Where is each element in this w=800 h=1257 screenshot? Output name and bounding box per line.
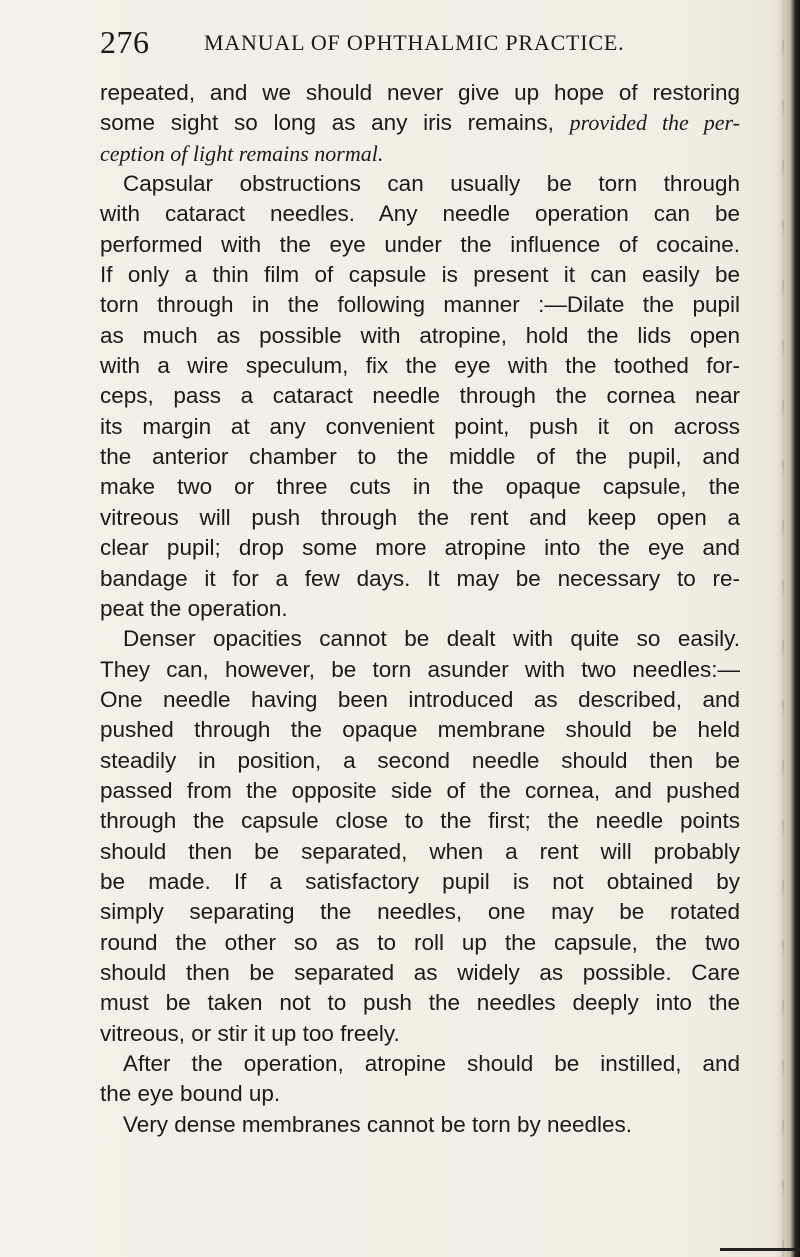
text-line-roman: should then be separated as widely as possible. Care xyxy=(100,959,740,985)
text-line-roman: steadily in position, a second needle should then be xyxy=(100,747,740,773)
text-line xyxy=(100,715,740,745)
text-line-roman: vitreous will push through the rent and keep open a xyxy=(100,504,740,530)
text-line xyxy=(100,1079,740,1109)
text-line xyxy=(100,139,740,169)
text-line-roman: its margin at any convenient point, push it on across xyxy=(100,413,740,439)
text-line-roman: the anterior chamber to the middle of the pupil, and xyxy=(100,444,740,470)
text-line xyxy=(100,655,740,685)
text-line-roman: They can, however, be torn asunder with two needles:— xyxy=(100,656,740,682)
text-line-italic: provided the per- xyxy=(569,110,740,136)
text-line-roman: performed with the eye under the influence of cocaine. xyxy=(100,231,740,257)
text-line-roman: simply separating the needles, one may be rotated xyxy=(100,899,740,925)
text-line-roman: bandage it for a few days. It may be necessary to re- xyxy=(100,565,740,591)
text-line xyxy=(100,776,740,806)
text-line xyxy=(100,685,740,715)
text-line-roman: be made. If a satisfactory pupil is not obtained by xyxy=(100,868,740,894)
text-line-roman: should then be separated, when a rent will probably xyxy=(100,838,740,864)
text-line-roman: pushed through the opaque membrane should be held xyxy=(100,717,740,743)
text-line-roman: round the other so as to roll up the capsule, the two xyxy=(100,929,740,955)
text-line xyxy=(100,746,740,776)
text-line xyxy=(100,837,740,867)
text-line-roman: must be taken not to push the needles deeply into the xyxy=(100,990,740,1016)
text-line xyxy=(100,897,740,927)
text-line xyxy=(100,260,740,290)
text-line xyxy=(100,958,740,988)
text-line xyxy=(100,624,740,654)
text-line xyxy=(100,594,740,624)
text-line-roman: vitreous, or stir it up too freely. xyxy=(100,1020,400,1046)
text-line-roman: with a wire speculum, fix the eye with the toothed for- xyxy=(100,353,740,379)
text-line-roman: repeated, and we should never give up hope of restoring xyxy=(100,80,740,105)
text-line xyxy=(100,230,740,260)
text-line xyxy=(100,412,740,442)
text-line xyxy=(100,503,740,533)
text-line xyxy=(100,351,740,381)
text-line-roman: Denser opacities cannot be dealt with quite so easily. xyxy=(123,626,740,652)
text-line-roman: peat the operation. xyxy=(100,595,288,621)
page-header xyxy=(100,22,740,62)
text-line-roman: Very dense membranes cannot be torn by needles. xyxy=(123,1111,633,1137)
text-line xyxy=(100,321,740,351)
text-line-roman: make two or three cuts in the opaque capsule, the xyxy=(100,474,740,500)
text-line-roman: through the capsule close to the first; the needle points xyxy=(100,808,740,834)
text-line xyxy=(100,988,740,1018)
text-line xyxy=(100,1049,740,1079)
text-line-italic: ception of light remains normal. xyxy=(100,140,384,166)
text-line xyxy=(100,533,740,563)
text-line-roman: ceps, pass a cataract needle through the cornea near xyxy=(100,383,740,409)
text-line xyxy=(100,867,740,897)
text-line xyxy=(100,472,740,502)
body-text xyxy=(100,78,740,1140)
text-line-roman: with cataract needles. Any needle operation can be xyxy=(100,201,740,227)
text-line xyxy=(100,290,740,320)
text-line xyxy=(100,199,740,229)
page-corner-mark xyxy=(720,1248,800,1251)
text-line xyxy=(100,564,740,594)
text-line-roman: passed from the opposite side of the cornea, and pushed xyxy=(100,777,740,803)
text-line-roman: If only a thin film of capsule is present it can easily be xyxy=(100,262,740,288)
text-line-roman: some sight so long as any iris remains, xyxy=(100,110,570,136)
page-edge-shadow xyxy=(776,0,800,1257)
text-line-roman: torn through in the following manner :—Dilate the pupil xyxy=(100,292,740,318)
text-line-roman: After the operation, atropine should be instilled, and xyxy=(123,1051,740,1076)
text-line-roman: as much as possible with atropine, hold the lids open xyxy=(100,322,740,348)
text-line xyxy=(100,169,740,199)
text-line xyxy=(100,928,740,958)
text-line-roman: One needle having been introduced as described, and xyxy=(100,686,740,712)
text-line xyxy=(100,1110,740,1140)
text-line xyxy=(100,108,740,138)
text-line xyxy=(100,442,740,472)
running-title: MANUAL OF OPHTHALMIC PRACTICE. xyxy=(204,30,625,55)
text-line xyxy=(100,806,740,836)
page-number: 276 xyxy=(100,24,150,60)
text-line-roman: clear pupil; drop some more atropine into the eye and xyxy=(100,535,740,561)
text-line-roman: the eye bound up. xyxy=(100,1081,281,1107)
text-line xyxy=(100,78,740,108)
text-line xyxy=(100,381,740,411)
text-line xyxy=(100,1019,740,1049)
text-line-roman: Capsular obstructions can usually be torn through xyxy=(123,171,740,197)
